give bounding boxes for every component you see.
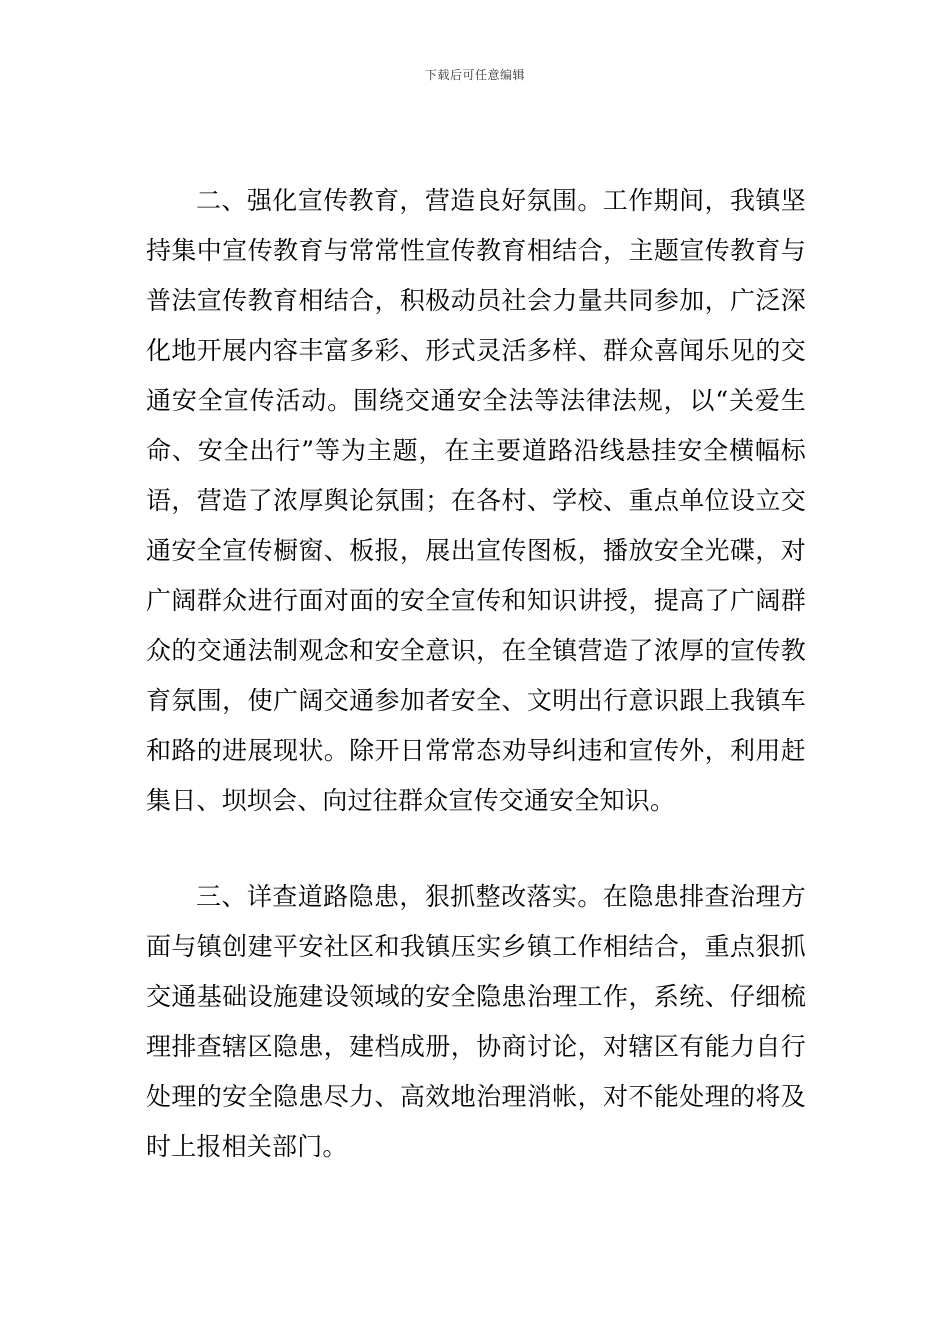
document-body [146, 176, 806, 1172]
paragraph-road-hazards: 三、详查道路隐患，狠抓整改落实。在隐患排查治理方面与镇创建平安社区和我镇压实乡镇工作相结合，重点狠抓交通基础设施建设领域的安全隐患治理工作，系统、仔细梳理排查辖区隐患，建档成册，协商讨论，对辖区有能力自行处理的安全隐患尽力、高效地治理消帐，对不能处理的将及时上报相关部门。 [146, 882, 806, 1161]
paragraph-publicity-education: 二、强化宣传教育，营造良好氛围。工作期间，我镇坚持集中宣传教育与常常性宣传教育相结合，主题宣传教育与普法宣传教育相结合，积极动员社会力量共同参加，广泛深化地开展内容丰富多彩、形式灵活多样、群众喜闻乐见的交通安全宣传活动。围绕交通安全法等法律法规，以“关爱生命、安全出行”等为主题，在主要道路沿线悬挂安全横幅标语，营造了浓厚舆论氛围；在各村、学校、重点单位设立交通安全宣传橱窗、板报，展出宣传图板，播放安全光碟，对广阔群众进行面对面的安全宣传和知识讲授，提高了广阔群众的交通法制观念和安全意识，在全镇营造了浓厚的宣传教育氛围，使广阔交通参加者安全、文明出行意识跟上我镇车和路的进展现状。除开日常常态劝导纠违和宣传外，利用赶集日、坝坝会、向过往群众宣传交通安全知识。 [146, 186, 806, 815]
page-header: 下载后可任意编辑 [424, 68, 525, 82]
